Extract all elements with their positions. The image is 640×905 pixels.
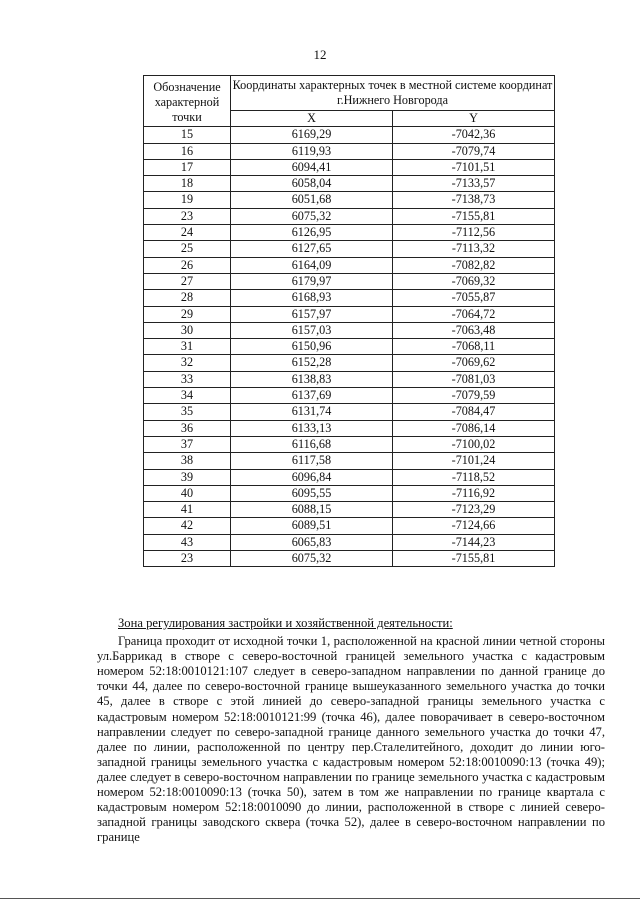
coordinates-table-body [144,127,555,567]
x-cell: 6157,03 [231,322,393,338]
y-cell: -7079,74 [393,143,555,159]
x-cell: 6127,65 [231,241,393,257]
table-row [144,208,555,224]
x-cell: 6065,83 [231,534,393,550]
x-cell: 6179,97 [231,273,393,289]
table-row [144,225,555,241]
table-row [144,127,555,143]
y-cell: -7112,56 [393,225,555,241]
header-coordinates: Координаты характерных точек в местной системе координат г.Нижнего Новгорода [231,76,555,111]
point-cell: 27 [144,273,231,289]
y-cell: -7064,72 [393,306,555,322]
y-cell: -7081,03 [393,371,555,387]
y-cell: -7155,81 [393,208,555,224]
table-row [144,502,555,518]
x-cell: 6095,55 [231,485,393,501]
point-cell: 38 [144,453,231,469]
y-cell: -7069,62 [393,355,555,371]
y-cell: -7068,11 [393,339,555,355]
point-cell: 28 [144,290,231,306]
x-cell: 6138,83 [231,371,393,387]
point-cell: 16 [144,143,231,159]
coordinates-table [143,75,555,567]
table-row [144,534,555,550]
table-row [144,388,555,404]
y-cell: -7113,32 [393,241,555,257]
y-cell: -7063,48 [393,322,555,338]
table-row [144,159,555,175]
point-cell: 24 [144,225,231,241]
point-cell: 33 [144,371,231,387]
table-row [144,257,555,273]
point-cell: 23 [144,551,231,567]
header-y: Y [393,111,555,127]
x-cell: 6126,95 [231,225,393,241]
point-cell: 34 [144,388,231,404]
table-row [144,551,555,567]
x-cell: 6075,32 [231,208,393,224]
point-cell: 40 [144,485,231,501]
x-cell: 6157,97 [231,306,393,322]
y-cell: -7155,81 [393,551,555,567]
y-cell: -7079,59 [393,388,555,404]
y-cell: -7084,47 [393,404,555,420]
table-row [144,436,555,452]
y-cell: -7118,52 [393,469,555,485]
table-row [144,469,555,485]
y-cell: -7055,87 [393,290,555,306]
table-row [144,322,555,338]
table-row [144,339,555,355]
y-cell: -7069,32 [393,273,555,289]
header-point-designation: Обозначение характерной точки [144,76,231,127]
x-cell: 6131,74 [231,404,393,420]
x-cell: 6164,09 [231,257,393,273]
table-row [144,306,555,322]
point-cell: 32 [144,355,231,371]
x-cell: 6119,93 [231,143,393,159]
x-cell: 6168,93 [231,290,393,306]
y-cell: -7100,02 [393,436,555,452]
table-row [144,355,555,371]
x-cell: 6150,96 [231,339,393,355]
y-cell: -7138,73 [393,192,555,208]
y-cell: -7086,14 [393,420,555,436]
table-row [144,176,555,192]
x-cell: 6075,32 [231,551,393,567]
x-cell: 6137,69 [231,388,393,404]
y-cell: -7133,57 [393,176,555,192]
x-cell: 6116,68 [231,436,393,452]
table-row [144,371,555,387]
point-cell: 35 [144,404,231,420]
point-cell: 15 [144,127,231,143]
y-cell: -7101,51 [393,159,555,175]
point-cell: 29 [144,306,231,322]
x-cell: 6058,04 [231,176,393,192]
point-cell: 19 [144,192,231,208]
table-row [144,404,555,420]
table-row [144,273,555,289]
x-cell: 6169,29 [231,127,393,143]
table-row [144,290,555,306]
point-cell: 25 [144,241,231,257]
y-cell: -7144,23 [393,534,555,550]
point-cell: 43 [144,534,231,550]
header-x: X [231,111,393,127]
zone-description: Граница проходит от исходной точки 1, расположенной на красной линии четной стороны ул.Баррикад в створе с северо-восточной границей земельного участка с кадастровым номером 52:18:0010121:107 следует в северо-западном направлении по данной границе до точки 44, далее по северо-восточной границе вышеуказанного земельного участка до точки 45, далее в створе с этой линией до северо-западной границы земельного участка с кадастровым номером 52:18:0010121:99 (точка 46), далее поворачивает в северо-восточном направлении следует по северо-западной границе данного земельного участка до точки 47, далее по линии, расположенной по центру пер.Сталелитейного, доходит до линии юго-западной границы земельного участка с кадастровым номером 52:18:0010090:13 (точка 49); далее следует в северо-восточном направлении по границе земельного участка с кадастровым номером 52:18:0010090:13 (точка 50), затем в том же направлении по границе квартала с кадастровым номером 52:18:0010090 до линии, расположенной в створе с линией северо-западной границы заводского сквера (точка 52), далее в северо-восточном направлении по границе [97,634,605,845]
y-cell: -7042,36 [393,127,555,143]
x-cell: 6152,28 [231,355,393,371]
y-cell: -7116,92 [393,485,555,501]
point-cell: 30 [144,322,231,338]
point-cell: 39 [144,469,231,485]
page-number: 12 [313,47,327,62]
x-cell: 6088,15 [231,502,393,518]
point-cell: 17 [144,159,231,175]
x-cell: 6117,58 [231,453,393,469]
table-row [144,518,555,534]
point-cell: 18 [144,176,231,192]
point-cell: 37 [144,436,231,452]
point-cell: 23 [144,208,231,224]
x-cell: 6094,41 [231,159,393,175]
point-cell: 26 [144,257,231,273]
y-cell: -7101,24 [393,453,555,469]
table-row [144,485,555,501]
table-row [144,453,555,469]
table-row [144,192,555,208]
zone-heading: Зона регулирования застройки и хозяйственной деятельности: [118,616,453,630]
y-cell: -7082,82 [393,257,555,273]
y-cell: -7124,66 [393,518,555,534]
x-cell: 6133,13 [231,420,393,436]
x-cell: 6089,51 [231,518,393,534]
table-row [144,241,555,257]
point-cell: 41 [144,502,231,518]
y-cell: -7123,29 [393,502,555,518]
point-cell: 42 [144,518,231,534]
table-row [144,420,555,436]
point-cell: 31 [144,339,231,355]
page-bottom-divider [0,898,640,899]
x-cell: 6096,84 [231,469,393,485]
x-cell: 6051,68 [231,192,393,208]
table-row [144,143,555,159]
zone-text-block [97,616,605,845]
point-cell: 36 [144,420,231,436]
